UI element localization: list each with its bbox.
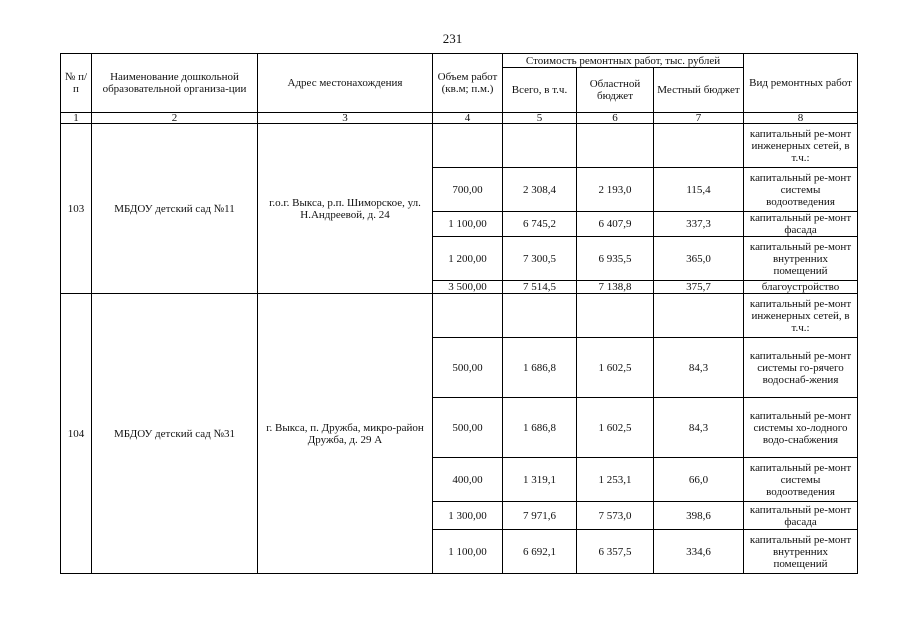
local-cell xyxy=(654,124,744,168)
header-type: Вид ремонтных работ xyxy=(744,54,858,113)
table-row xyxy=(61,294,858,338)
org-name: МБДОУ детский сад №11 xyxy=(92,124,258,294)
total-cell: 6 745,2 xyxy=(503,212,577,237)
volume-cell: 1 300,00 xyxy=(433,502,503,530)
header-total: Всего, в т.ч. xyxy=(503,68,577,113)
local-cell: 334,6 xyxy=(654,530,744,574)
local-cell: 84,3 xyxy=(654,398,744,458)
work-type-cell: капитальный ре-монт системы го-рячего водоснаб-жения xyxy=(744,338,858,398)
volume-cell: 500,00 xyxy=(433,398,503,458)
col-number-6: 6 xyxy=(577,113,654,124)
col-number-5: 5 xyxy=(503,113,577,124)
col-number-2: 2 xyxy=(92,113,258,124)
volume-cell: 1 200,00 xyxy=(433,237,503,281)
work-type-cell: капитальный ре-монт инженерных сетей, в т.ч.: xyxy=(744,124,858,168)
work-type-cell: капитальный ре-монт системы водоотведения xyxy=(744,168,858,212)
col-number-4: 4 xyxy=(433,113,503,124)
org-address: г. Выкса, п. Дружба, микро-район Дружба, д. 29 А xyxy=(258,294,433,574)
header-volume: Объем работ (кв.м; п.м.) xyxy=(433,54,503,113)
regional-cell: 7 138,8 xyxy=(577,281,654,294)
header-num: № п/п xyxy=(61,54,92,113)
regional-cell xyxy=(577,294,654,338)
total-cell: 1 686,8 xyxy=(503,338,577,398)
local-cell: 337,3 xyxy=(654,212,744,237)
regional-cell: 6 935,5 xyxy=(577,237,654,281)
volume-cell: 500,00 xyxy=(433,338,503,398)
work-type-cell: капитальный ре-монт фасада xyxy=(744,212,858,237)
header-cost-group: Стоимость ремонтных работ, тыс. рублей xyxy=(503,54,744,68)
org-address: г.о.г. Выкса, р.п. Шиморское, ул. Н.Андреевой, д. 24 xyxy=(258,124,433,294)
regional-cell: 6 357,5 xyxy=(577,530,654,574)
header-name: Наименование дошкольной образовательной организа-ции xyxy=(92,54,258,113)
total-cell: 6 692,1 xyxy=(503,530,577,574)
regional-cell xyxy=(577,124,654,168)
col-number-3: 3 xyxy=(258,113,433,124)
total-cell: 1 686,8 xyxy=(503,398,577,458)
local-cell: 365,0 xyxy=(654,237,744,281)
header-regional: Областной бюджет xyxy=(577,68,654,113)
local-cell: 115,4 xyxy=(654,168,744,212)
total-cell xyxy=(503,294,577,338)
work-type-cell: благоустройство xyxy=(744,281,858,294)
work-type-cell: капитальный ре-монт фасада xyxy=(744,502,858,530)
total-cell: 7 300,5 xyxy=(503,237,577,281)
local-cell: 375,7 xyxy=(654,281,744,294)
regional-cell: 1 602,5 xyxy=(577,338,654,398)
volume-cell xyxy=(433,294,503,338)
local-cell: 66,0 xyxy=(654,458,744,502)
total-cell: 7 971,6 xyxy=(503,502,577,530)
table-row xyxy=(61,124,858,168)
org-num: 103 xyxy=(61,124,92,294)
total-cell xyxy=(503,124,577,168)
regional-cell: 2 193,0 xyxy=(577,168,654,212)
volume-cell: 400,00 xyxy=(433,458,503,502)
org-name: МБДОУ детский сад №31 xyxy=(92,294,258,574)
table-body xyxy=(61,124,858,574)
total-cell: 1 319,1 xyxy=(503,458,577,502)
work-type-cell: капитальный ре-монт инженерных сетей, в т.ч.: xyxy=(744,294,858,338)
volume-cell: 1 100,00 xyxy=(433,212,503,237)
local-cell: 84,3 xyxy=(654,338,744,398)
work-type-cell: капитальный ре-монт внутренних помещений xyxy=(744,530,858,574)
volume-cell: 700,00 xyxy=(433,168,503,212)
regional-cell: 7 573,0 xyxy=(577,502,654,530)
volume-cell: 1 100,00 xyxy=(433,530,503,574)
header-address: Адрес местонахождения xyxy=(258,54,433,113)
col-number-8: 8 xyxy=(744,113,858,124)
total-cell: 2 308,4 xyxy=(503,168,577,212)
local-cell: 398,6 xyxy=(654,502,744,530)
local-cell xyxy=(654,294,744,338)
work-type-cell: капитальный ре-монт системы водоотведения xyxy=(744,458,858,502)
work-type-cell: капитальный ре-монт системы хо-лодного водо-снабжения xyxy=(744,398,858,458)
col-number-1: 1 xyxy=(61,113,92,124)
volume-cell: 3 500,00 xyxy=(433,281,503,294)
page-number: 231 xyxy=(442,31,463,46)
org-num: 104 xyxy=(61,294,92,574)
regional-cell: 1 602,5 xyxy=(577,398,654,458)
work-type-cell: капитальный ре-монт внутренних помещений xyxy=(744,237,858,281)
regional-cell: 1 253,1 xyxy=(577,458,654,502)
repair-works-table xyxy=(60,53,858,574)
header-local: Местный бюджет xyxy=(654,68,744,113)
col-number-7: 7 xyxy=(654,113,744,124)
volume-cell xyxy=(433,124,503,168)
regional-cell: 6 407,9 xyxy=(577,212,654,237)
total-cell: 7 514,5 xyxy=(503,281,577,294)
